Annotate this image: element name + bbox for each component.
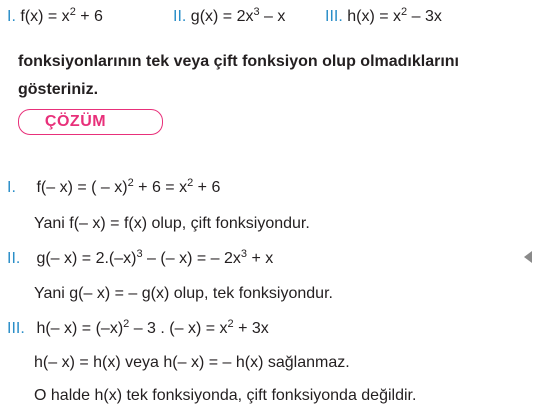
solution-badge xyxy=(18,109,163,135)
solution-line-ii-conclusion: Yani g(– x) = – g(x) olup, tek fonksiyondur. xyxy=(34,285,333,302)
function-expression: $g(x) = 2x^3 - x$ xyxy=(190,6,286,25)
function-expression: $h(x) = x^2 - 3x$ xyxy=(347,6,442,25)
question-line-2: gösteriniz. xyxy=(18,81,99,98)
solution-line-iii-check: h(– x) = h(x) veya h(– x) = – h(x) sağlanmaz. xyxy=(34,354,350,371)
solution-line-i-conclusion: Yani f(– x) = f(x) olup, çift fonksiyondur. xyxy=(34,215,310,232)
question-line-1: fonksiyonlarının tek veya çift fonksiyon olup olmadıklarını xyxy=(18,53,459,70)
roman-numeral: I. xyxy=(7,8,16,25)
edge-arrow-icon xyxy=(524,251,532,263)
expression: h(– $x) = (-x)^2 - 3$ . (– $x) = x^2 + 3x$ xyxy=(36,318,269,337)
function-ii xyxy=(173,8,285,26)
solution-line-iii xyxy=(7,320,269,338)
solution-line-iii-conclusion: O halde h(x) tek fonksiyonda, çift fonksiyonda değildir. xyxy=(34,387,417,404)
function-i xyxy=(7,8,103,26)
solution-line-ii xyxy=(7,250,273,268)
roman-numeral: III. xyxy=(325,8,343,25)
roman-numeral: II. xyxy=(173,8,187,25)
solution-badge-label: ÇÖZÜM xyxy=(44,113,107,130)
expression: g(– $x) = 2.(-x)^3$ – (– x) = – $2x^3 + x$ xyxy=(36,248,274,267)
solution-line-i xyxy=(7,179,220,197)
expression: f(– x) = ( – $x)^2 + 6 = x^2 + 6$ xyxy=(36,177,221,196)
roman-numeral: II. xyxy=(7,250,21,267)
function-expression: $f(x) = x^2 + 6$ xyxy=(20,6,103,25)
roman-numeral: III. xyxy=(7,320,25,337)
roman-numeral: I. xyxy=(7,179,16,196)
function-iii xyxy=(325,8,442,26)
